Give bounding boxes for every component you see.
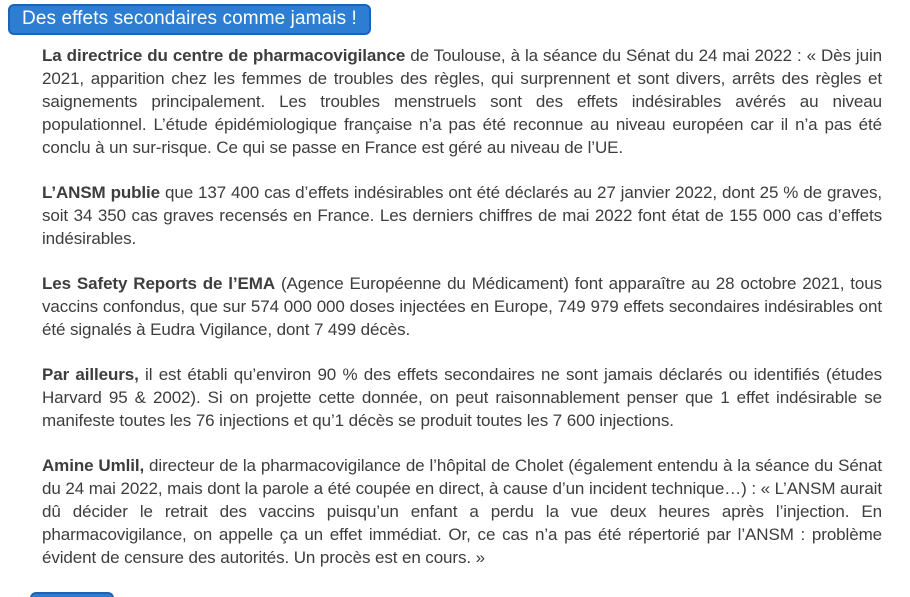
paragraph-lead: Les Safety Reports de l’EMA (42, 274, 276, 293)
paragraph (42, 363, 882, 432)
paragraph (42, 181, 882, 250)
paragraph-body: de Toulouse, à la séance du Sénat du 24 mai 2022 : « Dès juin 2021, apparition chez les femmes de troubles des règles, qui surprennent et sont divers, arrêts des règles et saignements principalement. Les troubles menstruels sont des effets indésirables avérés au niveau populationnel. L’étude épidémiologique française n’a pas été reconnue au niveau européen car il n’a pas été conclu à un sur-risque. Ce qui se passe en France est géré au niveau de l’UE. (42, 46, 882, 157)
paragraph-body: il est établi qu’environ 90 % des effets secondaires ne sont jamais déclarés ou identifiés (études Harvard 95 & 2002). Si on projette cette donnée, on peut raisonnablement penser que 1 effet indésirable se manifeste toutes les 76 injections et qu’1 décès se produit toutes les 7 600 injections. (42, 365, 882, 430)
paragraph (42, 454, 882, 569)
paragraph-body: (Agence Européenne du Médicament) font apparaître au 28 octobre 2021, tous vaccins confondus, que sur 574 000 000 doses injectées en Europe, 749 979 effets secondaires indésirables ont été signalés à Eudra Vigilance, dont 7 499 décès. (42, 274, 882, 339)
paragraph-lead: La directrice du centre de pharmacovigilance (42, 46, 406, 65)
section-title: Des effets secondaires comme jamais ! (22, 8, 357, 29)
paragraph (42, 272, 882, 341)
paragraph-body: que 137 400 cas d’effets indésirables ont été déclarés au 27 janvier 2022, dont 25 % de graves, soit 34 350 cas graves recensés en France. Les derniers chiffres de mai 2022 font état de 155 000 cas d’effets indésirables. (42, 183, 883, 248)
section-title-badge (8, 4, 371, 35)
paragraph-lead: Amine Umlil, (42, 456, 145, 475)
paragraph-lead: Par ailleurs, (42, 365, 139, 384)
paragraph (42, 44, 882, 159)
paragraph-body: directeur de la pharmacovigilance de l’hôpital de Cholet (également entendu à la séance du Sénat du 24 mai 2022, mais dont la parole a été coupée en direct, à cause d’un incident technique…) : « L’ANSM aurait dû décider le retrait des vaccins puisqu’un enfant a perdu la vue deux heures après l’injection. En pharmacovigilance, on appelle ça un effet immédiat. Or, ce cas n’a pas été répertorié par l’ANSM : problème évident de censure des autorités. Un procès est en cours. » (42, 456, 883, 567)
next-section-badge-partial (30, 592, 114, 597)
document-content (42, 44, 882, 591)
paragraph-lead: L’ANSM publie (42, 183, 161, 202)
